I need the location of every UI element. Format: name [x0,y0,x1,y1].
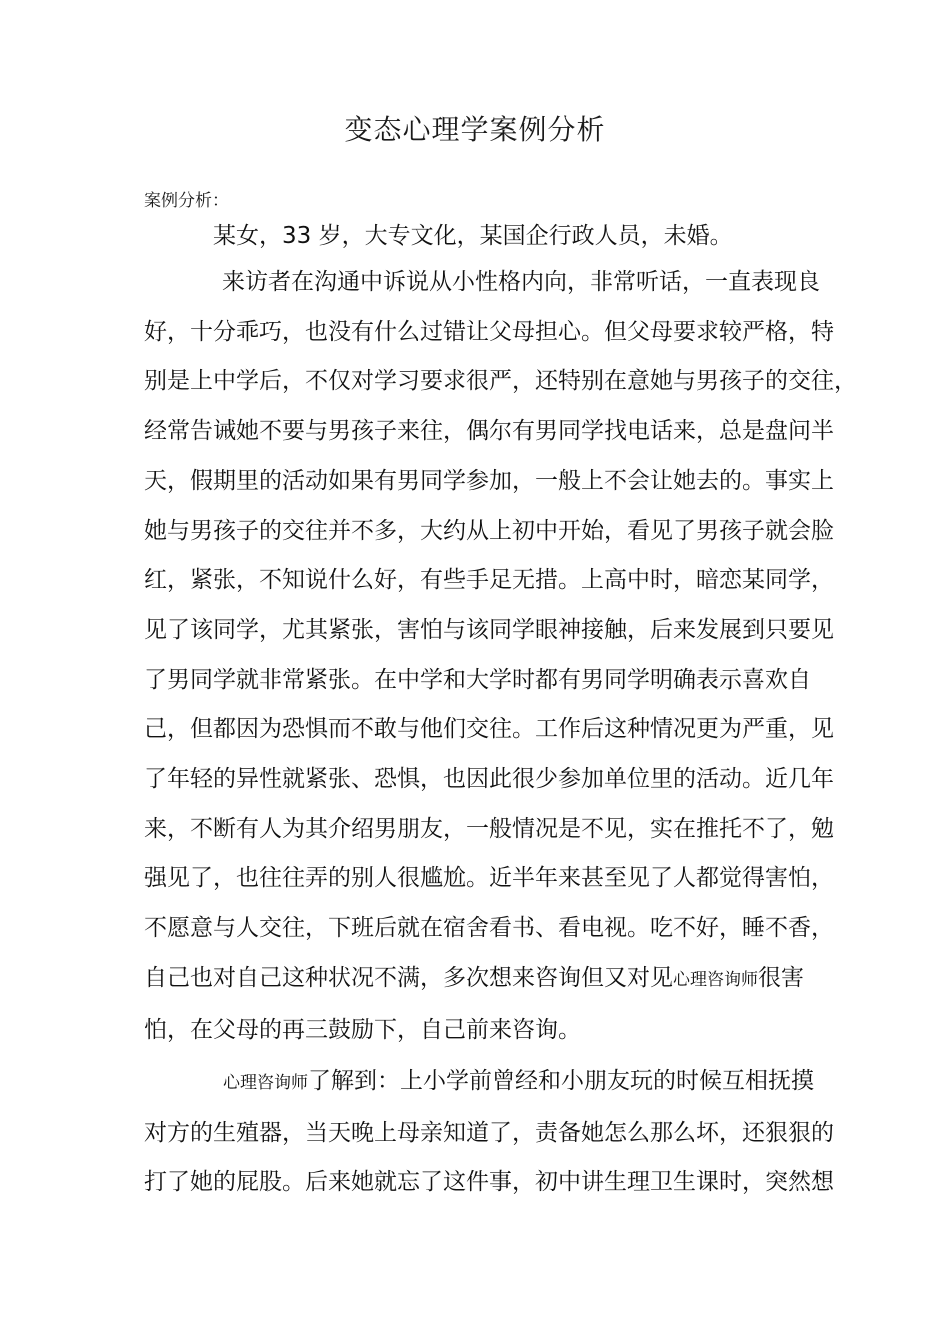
text-line: 己，但都因为恐惧而不敢与他们交往。工作后这种情况更为严重，见 [144,716,834,743]
text-line: 红，紧张，不知说什么好，有些手足无措。上高中时，暗恋某同学， [144,567,834,594]
text-line [144,1057,812,1109]
text-line: 了男同学就非常紧张。在中学和大学时都有男同学明确表示喜欢自 [144,666,811,693]
counselor-term: 心理咨询师 [673,969,758,990]
text-line: 见了该同学，尤其紧张，害怕与该同学眼神接触，后来发展到只要见 [144,616,834,643]
text-line: 别是上中学后，不仅对学习要求很严，还特别在意她与男孩子的交往， [144,368,857,395]
document-title: 变态心理学案例分析 [344,113,606,146]
text-segment: 自己也对自己这种状况不满，多次想来咨询但又对见 [144,964,673,991]
paragraph-client-history [144,258,857,1055]
text-segment: 了解到：上小学前曾经和小朋友玩的时候互相抚摸 [308,1068,814,1094]
text-line: 怕，在父母的再三鼓励下，自己前来咨询。 [144,1016,581,1043]
text-line: 不愿意与人交往，下班后就在宿舍看书、看电视。吃不好，睡不香， [144,915,834,942]
text-line [144,954,812,1006]
text-line: 来访者在沟通中诉说从小性格内向，非常听话，一直表现良 [222,269,820,295]
text-line: 强见了，也往往弄的别人很尴尬。近半年来甚至见了人都觉得害怕， [144,865,834,892]
text-segment: 很害 [758,964,804,991]
text-line: 打了她的屁股。后来她就忘了这件事，初中讲生理卫生课时，突然想 [144,1169,834,1196]
paragraph-counselor-findings [144,1057,834,1208]
text-line: 对方的生殖器，当天晚上母亲知道了，责备她怎么那么坏，还狠狠的 [144,1119,834,1146]
text-line: 好，十分乖巧，也没有什么过错让父母担心。但父母要求较严格，特 [144,318,834,345]
text-line: 天，假期里的活动如果有男同学参加，一般上不会让她去的。事实上 [144,467,834,494]
counselor-term: 心理咨询师 [223,1073,308,1093]
text-line: 了年轻的异性就紧张、恐惧，也因此很少参加单位里的活动。近几年 [144,766,834,793]
paragraph-case-summary [144,212,812,262]
text-line: 她与男孩子的交往并不多，大约从上初中开始，看见了男孩子就会脸 [144,517,834,544]
case-summary-text: 某女，33 岁，大专文化，某国企行政人员，未婚。 [213,223,733,249]
text-line: 来，不断有人为其介绍男朋友，一般情况是不见，实在推托不了，勉 [144,815,834,842]
section-label: 案例分析： [144,191,229,211]
text-line: 经常告诫她不要与男孩子来往，偶尔有男同学找电话来，总是盘问半 [144,418,834,445]
